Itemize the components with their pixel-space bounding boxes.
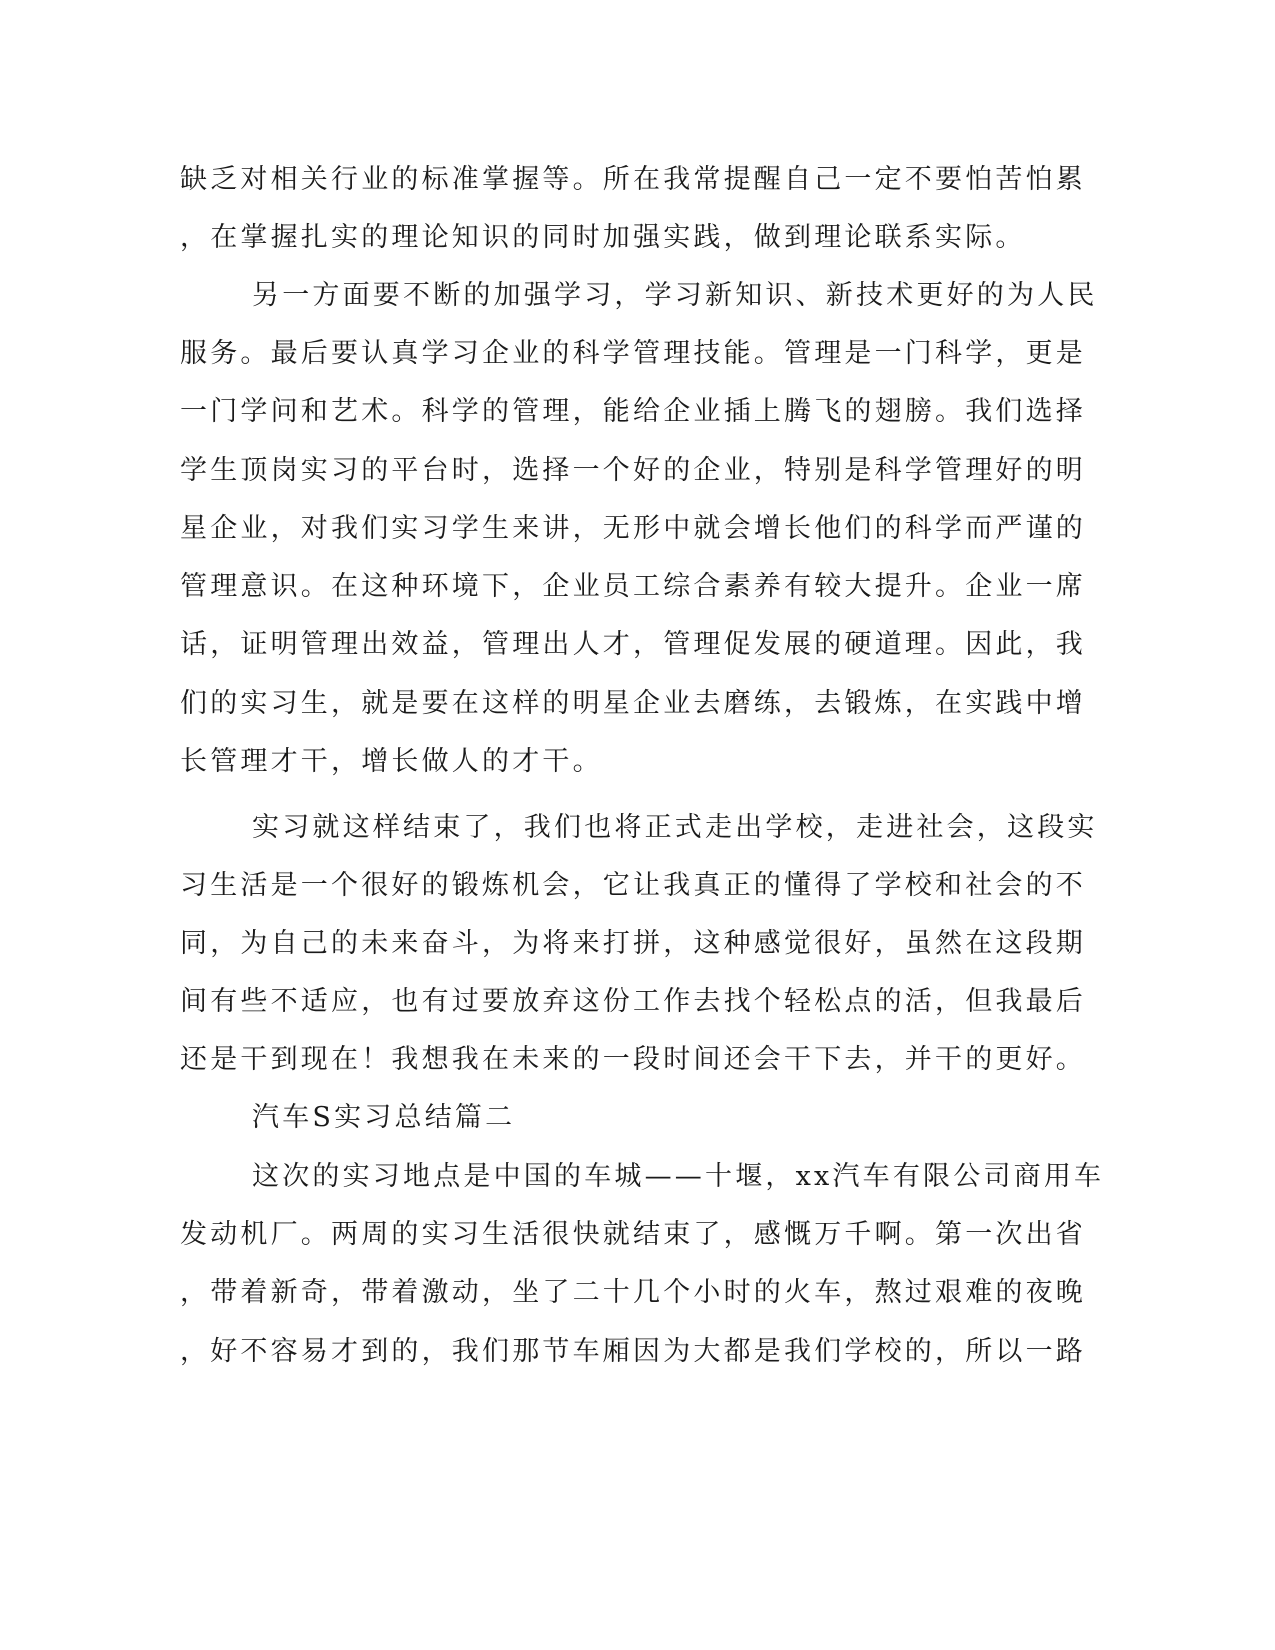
text-line: 们的实习生，就是要在这样的明星企业去磨练，去锻炼，在实践中增 [180, 688, 1086, 719]
text-line: 管理意识。在这种环境下，企业员工综合素养有较大提升。企业一席 [180, 571, 1086, 602]
text-line: 习生活是一个很好的锻炼机会，它让我真正的懂得了学校和社会的不 [180, 870, 1086, 901]
text-line: 学生顶岗实习的平台时，选择一个好的企业，特别是科学管理好的明 [180, 455, 1086, 486]
text-line: 长管理才干，增长做人的才干。 [180, 746, 603, 777]
text-line: 实习就这样结束了，我们也将正式走出学校，走进社会，这段实 [252, 812, 1098, 843]
text-line: ，好不容易才到的，我们那节车厢因为大都是我们学校的，所以一路 [180, 1336, 1086, 1367]
text-line: 服务。最后要认真学习企业的科学管理技能。管理是一门科学，更是 [180, 338, 1086, 369]
text-line: ，在掌握扎实的理论知识的同时加强实践，做到理论联系实际。 [180, 222, 1026, 253]
text-line: 话，证明管理出效益，管理出人才，管理促发展的硬道理。因此，我 [180, 629, 1086, 660]
text-line: 缺乏对相关行业的标准掌握等。所在我常提醒自己一定不要怕苦怕累 [180, 164, 1086, 195]
section-heading: 汽车S实习总结篇二 [252, 1102, 516, 1133]
text-line: 发动机厂。两周的实习生活很快就结束了，感慨万千啊。第一次出省 [180, 1219, 1086, 1250]
text-line: 还是干到现在！我想我在未来的一段时间还会干下去，并干的更好。 [180, 1044, 1086, 1075]
text-line: 同，为自己的未来奋斗，为将来打拼，这种感觉很好，虽然在这段期 [180, 928, 1086, 959]
text-line: 这次的实习地点是中国的车城——十堰，xx汽车有限公司商用车 [252, 1161, 1105, 1192]
text-line: 一门学问和艺术。科学的管理，能给企业插上腾飞的翅膀。我们选择 [180, 396, 1086, 427]
text-line: 星企业，对我们实习学生来讲，无形中就会增长他们的科学而严谨的 [180, 513, 1086, 544]
text-line: ，带着新奇，带着激动，坐了二十几个小时的火车，熬过艰难的夜晚 [180, 1277, 1086, 1308]
text-line: 另一方面要不断的加强学习，学习新知识、新技术更好的为人民 [252, 280, 1098, 311]
text-line: 间有些不适应，也有过要放弃这份工作去找个轻松点的活，但我最后 [180, 986, 1086, 1017]
